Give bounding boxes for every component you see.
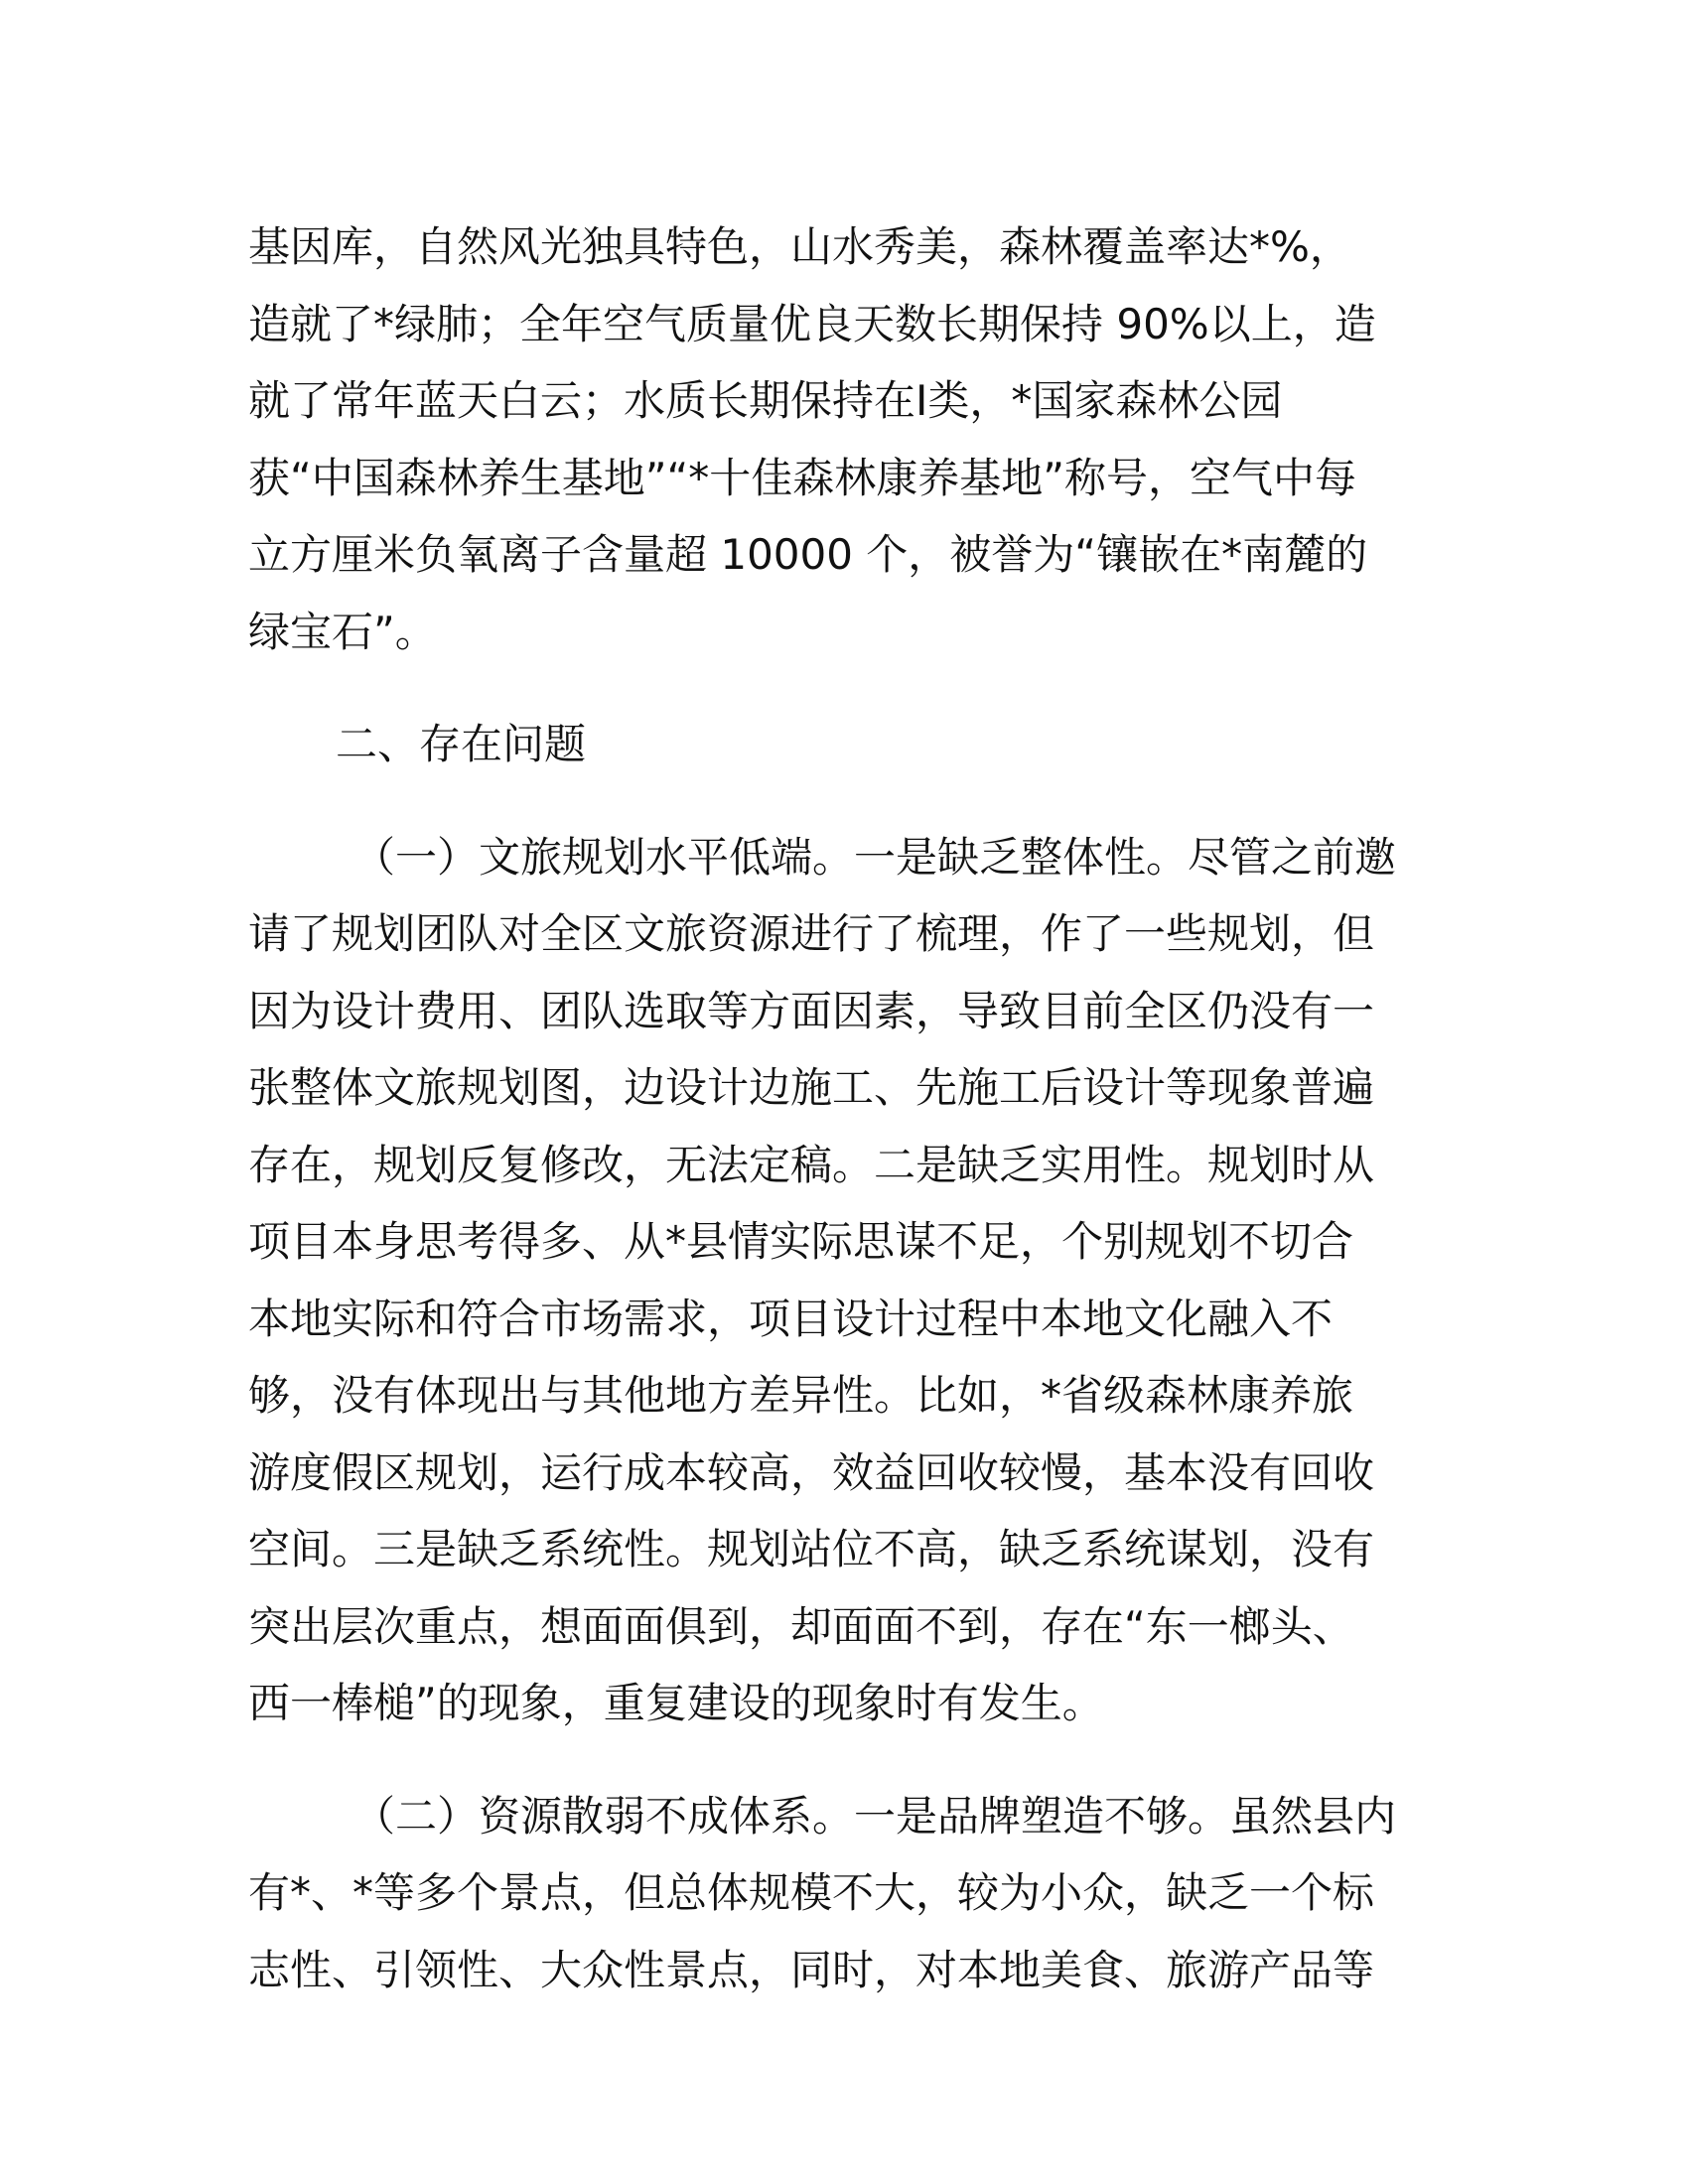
text-line: 造就了*绿肺；全年空气质量优良天数长期保持 90%以上，造 xyxy=(248,299,1376,348)
text-line: （二）资源散弱不成体系。一是品牌塑造不够。虽然县内 xyxy=(353,1791,1397,1841)
text-line: 游度假区规划，运行成本较高，效益回收较慢，基本没有回收 xyxy=(248,1447,1375,1497)
heading-line: 二、存在问题 xyxy=(336,720,587,768)
text-line: 就了常年蓝天白云；水质长期保持在I类，*国家森林公园 xyxy=(248,376,1283,425)
text-line: 够，没有体现出与其他地方差异性。比如，*省级森林康养旅 xyxy=(248,1371,1354,1420)
problem-2-paragraph xyxy=(248,1778,1440,2009)
text-line: 西一棒槌”的现象，重复建设的现象时有发生。 xyxy=(248,1679,1104,1727)
text-line: 张整体文旅规划图，边设计边施工、先施工后设计等现象普遍 xyxy=(248,1063,1375,1112)
section-heading xyxy=(248,706,1440,783)
text-line: 因为设计费用、团队选取等方面因素，导致目前全区仍没有一 xyxy=(248,986,1375,1035)
document-body xyxy=(248,208,1440,2008)
text-line: 有*、*等多个景点，但总体规模不大，较为小众，缺乏一个标 xyxy=(248,1868,1375,1917)
text-line: 绿宝石”。 xyxy=(248,607,437,656)
text-line: 立方厘米负氧离子含量超 10000 个，被誉为“镶嵌在*南麓的 xyxy=(248,530,1368,579)
intro-paragraph xyxy=(248,208,1440,670)
text-line: 存在，规划反复修改，无法定稿。二是缺乏实用性。规划时从 xyxy=(248,1140,1375,1189)
text-line: 志性、引领性、大众性景点，同时，对本地美食、旅游产品等 xyxy=(248,1945,1375,1994)
problem-1-paragraph xyxy=(248,819,1440,1742)
text-line: 基因库，自然风光独具特色，山水秀美，森林覆盖率达*%， xyxy=(248,222,1351,271)
text-line: 突出层次重点，想面面俱到，却面面不到，存在“东一榔头、 xyxy=(248,1601,1354,1651)
text-line: 本地实际和符合市场需求，项目设计过程中本地文化融入不 xyxy=(248,1294,1334,1343)
text-line: 获“中国森林养生基地”“*十佳森林康养基地”称号，空气中每 xyxy=(248,453,1357,502)
text-line: 空间。三是缺乏系统性。规划站位不高，缺乏系统谋划，没有 xyxy=(248,1525,1375,1573)
text-line: 项目本身思考得多、从*县情实际思谋不足，个别规划不切合 xyxy=(248,1217,1354,1266)
text-line: 请了规划团队对全区文旅资源进行了梳理，作了一些规划，但 xyxy=(248,909,1375,958)
text-line: （一）文旅规划水平低端。一是缺乏整体性。尽管之前邀 xyxy=(353,832,1397,882)
